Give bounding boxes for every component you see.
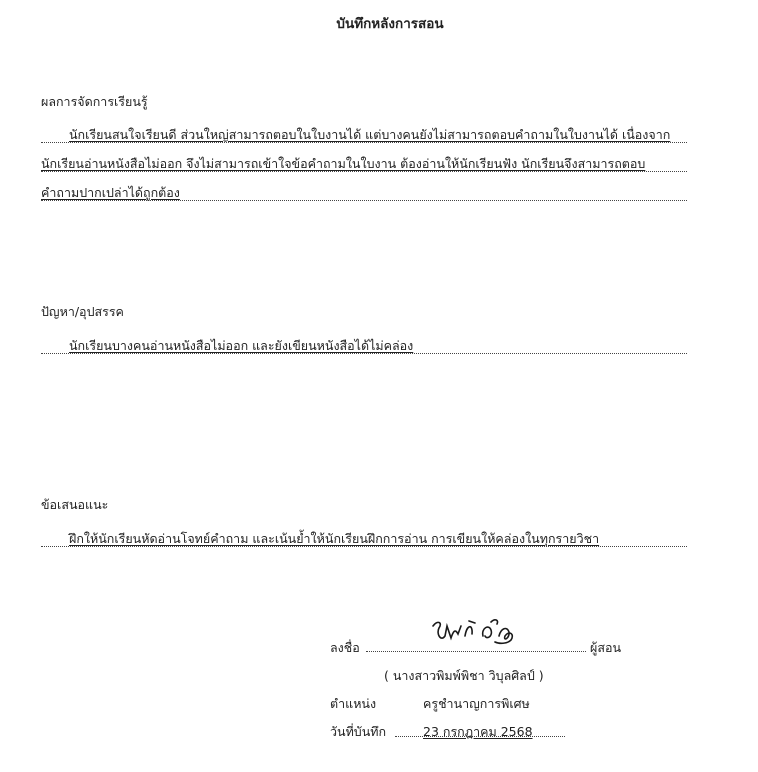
section-heading-suggestions: ข้อเสนอแนะ [41,497,109,512]
text-line-content: ฝึกให้นักเรียนหัดอ่านโจทย์คำถาม และเน้นย้ำให้นักเรียนฝึกการอ่าน การเขียนให้คล่องในทุกรายวิชา [69,531,600,546]
handwritten-signature [425,612,525,652]
text-line-content: คำถามปากเปล่าได้ถูกต้อง [41,185,180,200]
section-body-problems [41,331,687,360]
position-label: ตำแหน่ง [330,696,377,711]
text-line [41,331,687,360]
text-line [41,149,687,178]
text-line [41,524,687,553]
text-line-content: นักเรียนบางคนอ่านหนังสือไม่ออก และยังเขียนหนังสือได้ไม่คล่อง [69,338,414,353]
section-heading-learning-results: ผลการจัดการเรียนรู้ [41,94,148,109]
section-heading-problems: ปัญหา/อุปสรรค [41,304,124,319]
text-line-content: นักเรียนอ่านหนังสือไม่ออก จึงไม่สามารถเข้าใจข้อคำถามในใบงาน ต้องอ่านให้นักเรียนฟัง นักเรียนจึงสามารถตอบ [41,156,646,171]
signer-name: ( นางสาวพิมพ์พิชา วิบุลศิลป์ ) [384,668,544,683]
date-value: 23 กรกฎาคม 2568 [423,724,533,739]
date-label: วันที่บันทึก [330,724,387,739]
position-value: ครูชำนาญการพิเศษ [423,696,530,711]
document-title: บันทึกหลังการสอน [336,16,444,32]
text-line-content: นักเรียนสนใจเรียนดี ส่วนใหญ่สามารถตอบในใบงานได้ แต่บางคนยังไม่สามารถตอบคำถามในใบงานได้ เนื่องจาก [69,127,671,142]
section-body-learning-results [41,120,687,207]
sign-label: ลงชื่อ [330,640,360,655]
section-body-suggestions [41,524,687,553]
role-suffix: ผู้สอน [590,640,622,655]
text-line [41,178,687,207]
text-line [41,120,687,149]
